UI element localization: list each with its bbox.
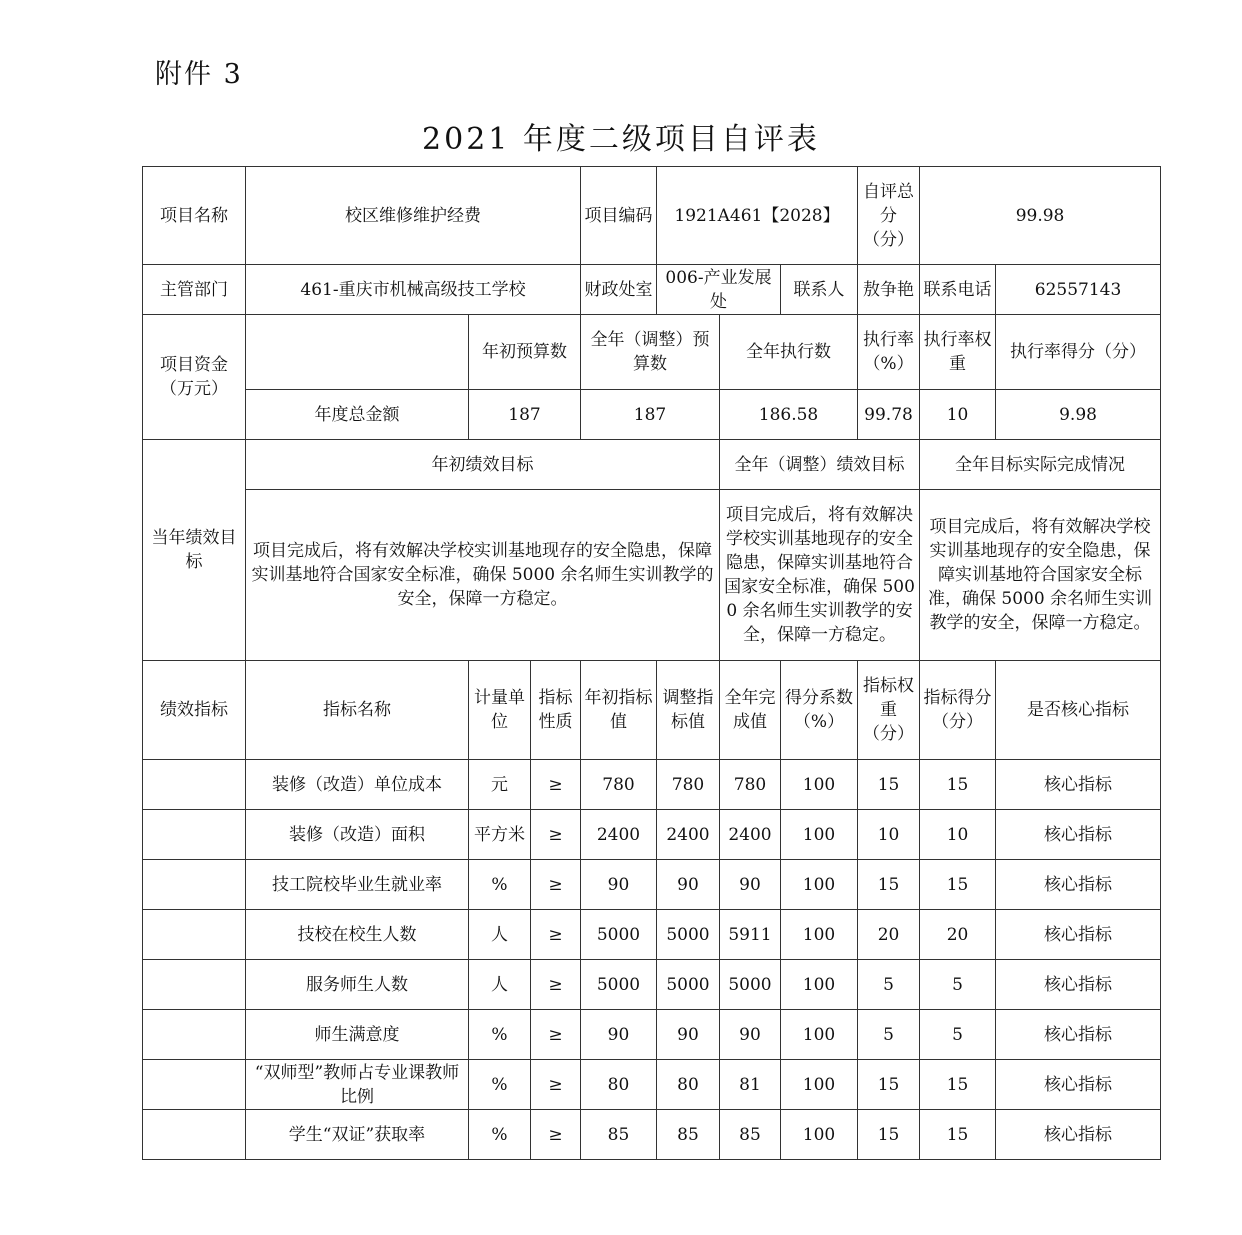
- indicator-initial: 85: [581, 1110, 657, 1160]
- indicator-nature: ≥: [531, 810, 581, 860]
- indicator-weight: 20: [858, 910, 920, 960]
- funds-col-rate: 执行率（%）: [858, 315, 920, 390]
- indicator-coefficient: 100: [781, 1110, 858, 1160]
- indicator-unit: 人: [469, 910, 531, 960]
- indicator-name: 学生“双证”获取率: [246, 1110, 469, 1160]
- indicator-core: 核心指标: [996, 960, 1161, 1010]
- row-blank-cell: [143, 860, 246, 910]
- indicator-score: 15: [920, 1110, 996, 1160]
- indicators-label: 绩效指标: [143, 661, 246, 760]
- funds-label: 项目资金（万元）: [143, 315, 246, 440]
- contact-label: 联系人: [781, 265, 858, 315]
- indicator-completed: 780: [720, 760, 781, 810]
- indicator-completed: 81: [720, 1060, 781, 1110]
- indicator-col-weight: 指标权重（分）: [858, 661, 920, 760]
- page-title: 2021 年度二级项目自评表: [422, 122, 820, 157]
- indicator-core: 核心指标: [996, 910, 1161, 960]
- indicator-unit: 人: [469, 960, 531, 1010]
- self-score-value: 99.98: [920, 167, 1161, 265]
- goals-label: 当年绩效目标: [143, 440, 246, 661]
- indicator-adjusted: 2400: [657, 810, 720, 860]
- indicator-initial: 90: [581, 860, 657, 910]
- goals-text-row: [143, 490, 1161, 661]
- indicator-col-adjusted: 调整指标值: [657, 661, 720, 760]
- self-evaluation-table: [142, 166, 1161, 1160]
- indicator-core: 核心指标: [996, 860, 1161, 910]
- indicator-col-unit: 计量单位: [469, 661, 531, 760]
- indicator-coefficient: 100: [781, 1010, 858, 1060]
- funds-blank-cell: [246, 315, 469, 390]
- table-row: [143, 910, 1161, 960]
- indicator-score: 20: [920, 910, 996, 960]
- indicator-weight: 15: [858, 760, 920, 810]
- indicator-nature: ≥: [531, 760, 581, 810]
- row-blank-cell: [143, 1060, 246, 1110]
- funds-total-row: [143, 390, 1161, 440]
- indicator-weight: 15: [858, 860, 920, 910]
- indicator-core: 核心指标: [996, 760, 1161, 810]
- project-name-label: 项目名称: [143, 167, 246, 265]
- indicator-completed: 2400: [720, 810, 781, 860]
- indicator-nature: ≥: [531, 960, 581, 1010]
- indicator-unit: %: [469, 860, 531, 910]
- goals-adjusted-text: 项目完成后，将有效解决学校实训基地现存的安全隐患，保障实训基地符合国家安全标准，确保 5000 余名师生实训教学的安全，保障一方稳定。: [720, 490, 920, 661]
- indicator-coefficient: 100: [781, 810, 858, 860]
- phone-value: 62557143: [996, 265, 1161, 315]
- funds-col-weight: 执行率权重: [920, 315, 996, 390]
- indicator-col-initial: 年初指标值: [581, 661, 657, 760]
- row-blank-cell: [143, 760, 246, 810]
- row-blank-cell: [143, 1110, 246, 1160]
- indicator-initial: 5000: [581, 960, 657, 1010]
- indicator-initial: 780: [581, 760, 657, 810]
- indicator-initial: 2400: [581, 810, 657, 860]
- indicator-unit: %: [469, 1110, 531, 1160]
- indicator-weight: 10: [858, 810, 920, 860]
- goals-col-adjusted: 全年（调整）绩效目标: [720, 440, 920, 490]
- funds-weight-value: 10: [920, 390, 996, 440]
- indicator-unit: 元: [469, 760, 531, 810]
- contact-value: 敖争艳: [858, 265, 920, 315]
- indicator-completed: 5911: [720, 910, 781, 960]
- indicator-score: 15: [920, 760, 996, 810]
- finance-value: 006-产业发展处: [657, 265, 781, 315]
- indicator-nature: ≥: [531, 910, 581, 960]
- indicator-weight: 5: [858, 960, 920, 1010]
- indicator-weight: 15: [858, 1110, 920, 1160]
- indicator-adjusted: 5000: [657, 960, 720, 1010]
- funds-executed-value: 186.58: [720, 390, 858, 440]
- indicator-score: 5: [920, 1010, 996, 1060]
- indicator-initial: 5000: [581, 910, 657, 960]
- indicator-name: 技工院校毕业生就业率: [246, 860, 469, 910]
- indicator-score: 10: [920, 810, 996, 860]
- indicator-score: 15: [920, 1060, 996, 1110]
- indicator-completed: 85: [720, 1110, 781, 1160]
- indicator-name: 装修（改造）单位成本: [246, 760, 469, 810]
- goals-col-actual: 全年目标实际完成情况: [920, 440, 1161, 490]
- indicator-initial: 80: [581, 1060, 657, 1110]
- table-row: [143, 760, 1161, 810]
- indicator-score: 15: [920, 860, 996, 910]
- indicator-completed: 90: [720, 1010, 781, 1060]
- attachment-label: 附件 3: [155, 59, 243, 90]
- goals-initial-text: 项目完成后，将有效解决学校实训基地现存的安全隐患，保障实训基地符合国家安全标准，确保 5000 余名师生实训教学的安全，保障一方稳定。: [246, 490, 720, 661]
- indicator-col-core: 是否核心指标: [996, 661, 1161, 760]
- indicator-weight: 5: [858, 1010, 920, 1060]
- indicator-core: 核心指标: [996, 810, 1161, 860]
- indicator-name: 师生满意度: [246, 1010, 469, 1060]
- funds-header-row: [143, 315, 1161, 390]
- funds-col-initial: 年初预算数: [469, 315, 581, 390]
- indicator-col-completed: 全年完成值: [720, 661, 781, 760]
- project-name-value: 校区维修维护经费: [246, 167, 581, 265]
- indicator-header-row: [143, 661, 1161, 760]
- indicator-name: 装修（改造）面积: [246, 810, 469, 860]
- indicator-coefficient: 100: [781, 910, 858, 960]
- goals-actual-text: 项目完成后，将有效解决学校实训基地现存的安全隐患，保障实训基地符合国家安全标准，确保 5000 余名师生实训教学的安全，保障一方稳定。: [920, 490, 1161, 661]
- indicator-unit: 平方米: [469, 810, 531, 860]
- indicator-nature: ≥: [531, 860, 581, 910]
- funds-col-adjusted: 全年（调整）预算数: [581, 315, 720, 390]
- indicator-nature: ≥: [531, 1110, 581, 1160]
- row-blank-cell: [143, 1010, 246, 1060]
- table-row: [143, 1060, 1161, 1110]
- indicator-name: 服务师生人数: [246, 960, 469, 1010]
- indicator-completed: 5000: [720, 960, 781, 1010]
- indicator-name: 技校在校生人数: [246, 910, 469, 960]
- self-score-label: 自评总分（分）: [858, 167, 920, 265]
- info-row-2: [143, 265, 1161, 315]
- indicator-coefficient: 100: [781, 960, 858, 1010]
- indicator-core: 核心指标: [996, 1060, 1161, 1110]
- indicator-col-nature: 指标性质: [531, 661, 581, 760]
- row-blank-cell: [143, 810, 246, 860]
- table-row: [143, 960, 1161, 1010]
- indicator-completed: 90: [720, 860, 781, 910]
- table-row: [143, 860, 1161, 910]
- row-blank-cell: [143, 910, 246, 960]
- funds-rate-value: 99.78: [858, 390, 920, 440]
- row-blank-cell: [143, 960, 246, 1010]
- funds-adjusted-value: 187: [581, 390, 720, 440]
- indicator-name: “双师型”教师占专业课教师比例: [246, 1060, 469, 1110]
- indicator-score: 5: [920, 960, 996, 1010]
- table-row: [143, 1010, 1161, 1060]
- dept-value: 461-重庆市机械高级技工学校: [246, 265, 581, 315]
- indicator-core: 核心指标: [996, 1110, 1161, 1160]
- indicator-col-name: 指标名称: [246, 661, 469, 760]
- indicator-adjusted: 85: [657, 1110, 720, 1160]
- indicator-nature: ≥: [531, 1060, 581, 1110]
- indicator-adjusted: 80: [657, 1060, 720, 1110]
- indicator-nature: ≥: [531, 1010, 581, 1060]
- table-row: [143, 810, 1161, 860]
- goals-header-row: [143, 440, 1161, 490]
- goals-col-initial: 年初绩效目标: [246, 440, 720, 490]
- indicator-unit: %: [469, 1010, 531, 1060]
- indicator-adjusted: 90: [657, 860, 720, 910]
- indicator-adjusted: 780: [657, 760, 720, 810]
- indicator-unit: %: [469, 1060, 531, 1110]
- indicator-coefficient: 100: [781, 1060, 858, 1110]
- indicator-initial: 90: [581, 1010, 657, 1060]
- funds-score-value: 9.98: [996, 390, 1161, 440]
- funds-row-label: 年度总金额: [246, 390, 469, 440]
- project-code-value: 1921A461【2028】: [657, 167, 858, 265]
- indicator-core: 核心指标: [996, 1010, 1161, 1060]
- indicator-col-coefficient: 得分系数（%）: [781, 661, 858, 760]
- dept-label: 主管部门: [143, 265, 246, 315]
- indicator-coefficient: 100: [781, 760, 858, 810]
- funds-initial-value: 187: [469, 390, 581, 440]
- indicator-adjusted: 5000: [657, 910, 720, 960]
- finance-label: 财政处室: [581, 265, 657, 315]
- indicator-col-score: 指标得分（分）: [920, 661, 996, 760]
- funds-col-executed: 全年执行数: [720, 315, 858, 390]
- info-row-1: [143, 167, 1161, 265]
- table-row: [143, 1110, 1161, 1160]
- indicator-adjusted: 90: [657, 1010, 720, 1060]
- indicator-coefficient: 100: [781, 860, 858, 910]
- phone-label: 联系电话: [920, 265, 996, 315]
- indicator-weight: 15: [858, 1060, 920, 1110]
- project-code-label: 项目编码: [581, 167, 657, 265]
- funds-col-score: 执行率得分（分）: [996, 315, 1161, 390]
